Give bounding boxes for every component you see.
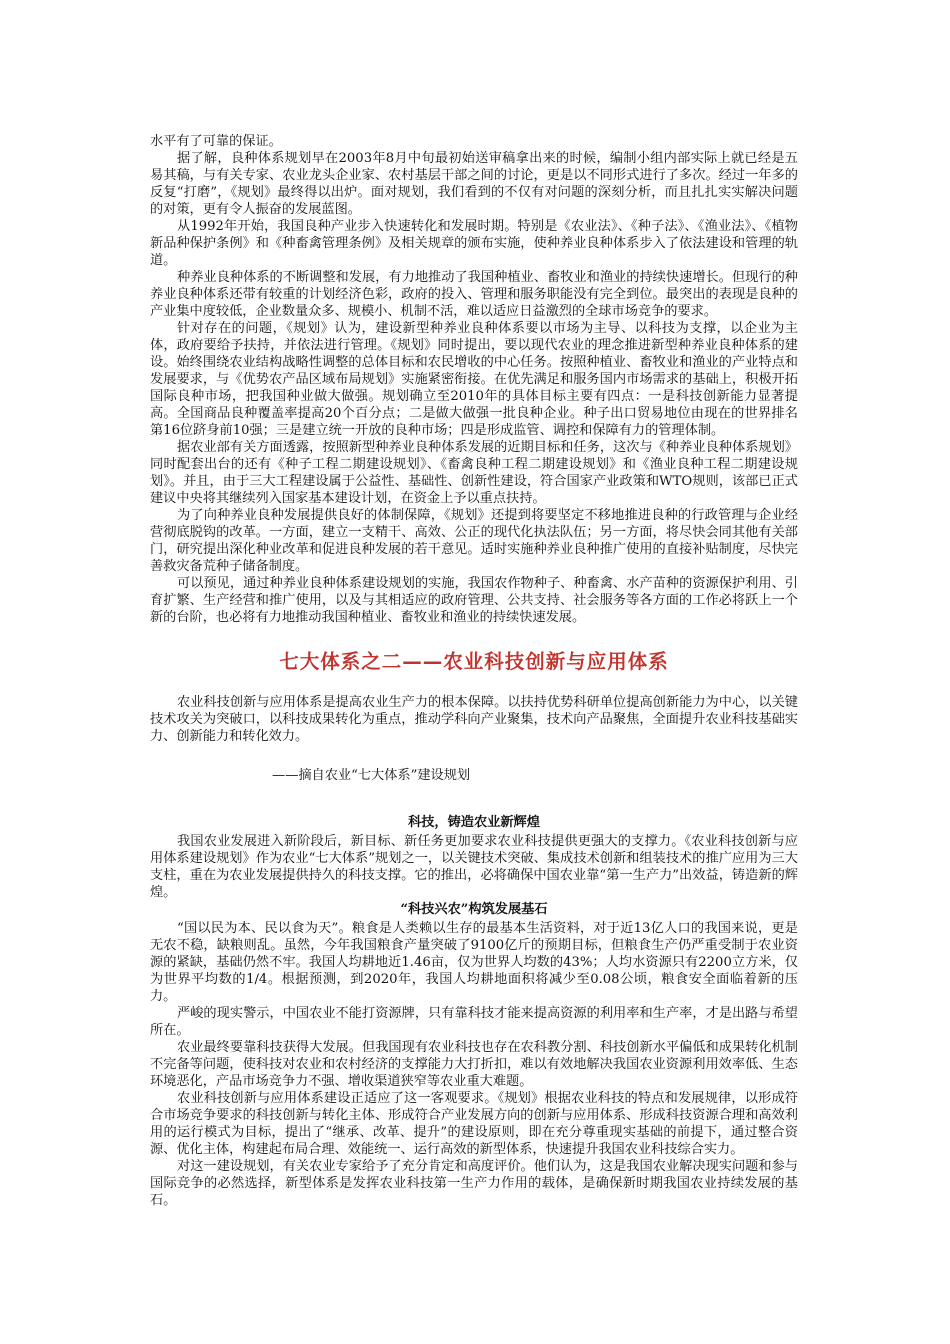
section-intro: 农业科技创新与应用体系是提高农业生产力的根本保障。以扶持优势科研单位提高创新能力为中心，以关键技术攻关为突破口，以科技成果转化为重点，推动学科向产业聚集，技术向产品聚焦，全面提升农业科技基础实力、创新能力和转化效力。 <box>150 695 798 744</box>
paragraph: 据了解，良种体系规划早在2003年8月中旬最初始送审稿拿出来的时候，编制小组内部实际上就已经是五易其稿，与有关专家、农业龙头企业家、农村基层干部之间的讨论，更是以不同形式进行了多次。经过一年多的反复“打磨”，《规划》最终得以出炉。面对规划，我们看到的不仅有对问题的深刻分析，而且扎扎实实解决问题的对策，更有令人振奋的发展蓝图。 <box>150 151 798 217</box>
paragraph: 对这一建设规划，有关农业专家给予了充分肯定和高度评价。他们认为，这是我国农业解决现实问题和参与国际竞争的必然选择，新型体系是发挥农业科技第一生产力作用的载体，是确保新时期我国农业持续发展的基石。 <box>150 1159 798 1208</box>
paragraph: 从1992年开始，我国良种产业步入快速转化和发展时期。特别是《农业法》、《种子法》、《渔业法》、《植物新品种保护条例》和《种畜禽管理条例》及相关规章的颁布实施，使种养业良种体系步入了依法建设和管理的轨道。 <box>150 219 798 268</box>
source-note: ——摘自农业“七大体系”建设规划 <box>272 768 471 783</box>
paragraph: 种养业良种体系的不断调整和发展，有力地推动了我国种植业、畜牧业和渔业的持续快速增长。但现行的种养业良种体系还带有较重的计划经济色彩，政府的投入、管理和服务职能没有完全到位。最突出的表现是良种的产业集中度较低，企业数量众多、规模小、机制不活，难以适应日益激烈的全球市场竞争的要求。 <box>150 270 798 319</box>
paragraph: 农业最终要靠科技获得大发展。但我国现有农业科技也存在农科教分割、科技创新水平偏低和成果转化机制不完备等问题，使科技对农业和农村经济的支撑能力大打折扣，难以有效地解决我国农业资源利用效率低、生态环境恶化，产品市场竞争力不强、增收渠道狭窄等农业重大难题。 <box>150 1040 798 1089</box>
document-page <box>150 133 798 1209</box>
paragraph: 水平有了可靠的保证。 <box>150 134 282 149</box>
subheading: “科技兴农”构筑发展基石 <box>400 902 548 917</box>
paragraph: 严峻的现实警示，中国农业不能打资源牌，只有靠科技才能来提高资源的利用率和生产率，才是出路与希望所在。 <box>150 1006 798 1038</box>
paragraph: 农业科技创新与应用体系建设正适应了这一客观要求。《规划》根据农业科技的特点和发展规律，以形成符合市场竞争要求的科技创新与转化主体、形成符合产业发展方向的创新与应用体系、形成科技资源合理和高效利用的运行模式为目标，提出了“继承、改革、提升”的建设原则，即在充分尊重现实基础的前提下，通过整合资源、优化主体，构建起布局合理、效能统一、运行高效的新型体系，快速提升我国农业科技综合实力。 <box>150 1091 798 1157</box>
paragraph: 可以预见，通过种养业良种体系建设规划的实施，我国农作物种子、种畜禽、水产苗种的资源保护利用、引育扩繁、生产经营和推广使用，以及与其相适应的政府管理、公共支持、社会服务等各方面的工作必将跃上一个新的台阶，也必将有力地推动我国种植业、畜牧业和渔业的持续快速发展。 <box>150 576 798 625</box>
paragraph: 针对存在的问题，《规划》认为，建设新型种养业良种体系要以市场为主导、以科技为支撑，以企业为主体，政府要给予扶持，并依法进行管理。《规划》同时提出，要以现代农业的理念推进新型种养业良种体系的建设。始终围绕农业结构战略性调整的总体目标和农民增收的中心任务。按照种植业、畜牧业和渔业的产业特点和发展要求，与《优势农产品区域布局规划》实施紧密衔接。在优先满足和服务国内市场需求的基础上，积极开拓国际良种市场，把我国种业做大做强。规划确立至2010年的具体目标主要有四点：一是科技创新能力显著提高。全国商品良种覆盖率提高20个百分点；二是做大做强一批良种企业。种子出口贸易地位由现在的世界排名第16位跻身前10强；三是建立统一开放的良种市场；四是形成监管、调控和保障有力的管理体制。 <box>150 321 798 438</box>
subheading: 科技，铸造农业新辉煌 <box>408 815 540 830</box>
paragraph: “国以民为本、民以食为天”。粮食是人类赖以生存的最基本生活资料，对于近13亿人口的我国来说，更是无农不稳，缺粮则乱。虽然，今年我国粮食产量突破了9100亿斤的预期目标，但粮食生产仍严重受制于农业资源的紧缺，基础仍然不牢。我国人均耕地近1.46亩，仅为世界人均数的43%；人均水资源只有2200立方米，仅为世界平均数的1/4。根据预测，到2020年，我国人均耕地面积将减少至0.08公顷，粮食安全面临着新的压力。 <box>150 921 798 1004</box>
paragraph: 我国农业发展进入新阶段后，新目标、新任务更加要求农业科技提供更强大的支撑力。《农业科技创新与应用体系建设规划》作为农业“七大体系”规划之一，以关键技术突破、集成技术创新和组装技术的推广应用为三大支柱，重在为农业发展提供持久的科技支撑。它的推出，必将确保中国农业靠“第一生产力”出效益，铸造新的辉煌。 <box>150 834 798 900</box>
section-title: 七大体系之二——农业科技创新与应用体系 <box>279 650 669 673</box>
paragraph: 据农业部有关方面透露，按照新型种养业良种体系发展的近期目标和任务，这次与《种养业良种体系规划》同时配套出台的还有《种子工程二期建设规划》、《畜禽良种工程二期建设规划》和《渔业良种工程二期建设规划》。并且，由于三大工程建设属于公益性、基础性、创新性建设，符合国家产业政策和WTO规则，该部已正式建议中央将其继续列入国家基本建设计划，在资金上予以重点扶持。 <box>150 440 798 506</box>
paragraph: 为了向种养业良种发展提供良好的体制保障，《规划》还提到将要坚定不移地推进良种的行政管理与企业经营彻底脱钩的改革。一方面，建立一支精干、高效、公正的现代化执法队伍；另一方面，将尽快会同其他有关部门，研究提出深化种业改革和促进良种发展的若干意见。适时实施种养业良种推广使用的直接补贴制度，尽快完善救灾备荒种子储备制度。 <box>150 508 798 574</box>
